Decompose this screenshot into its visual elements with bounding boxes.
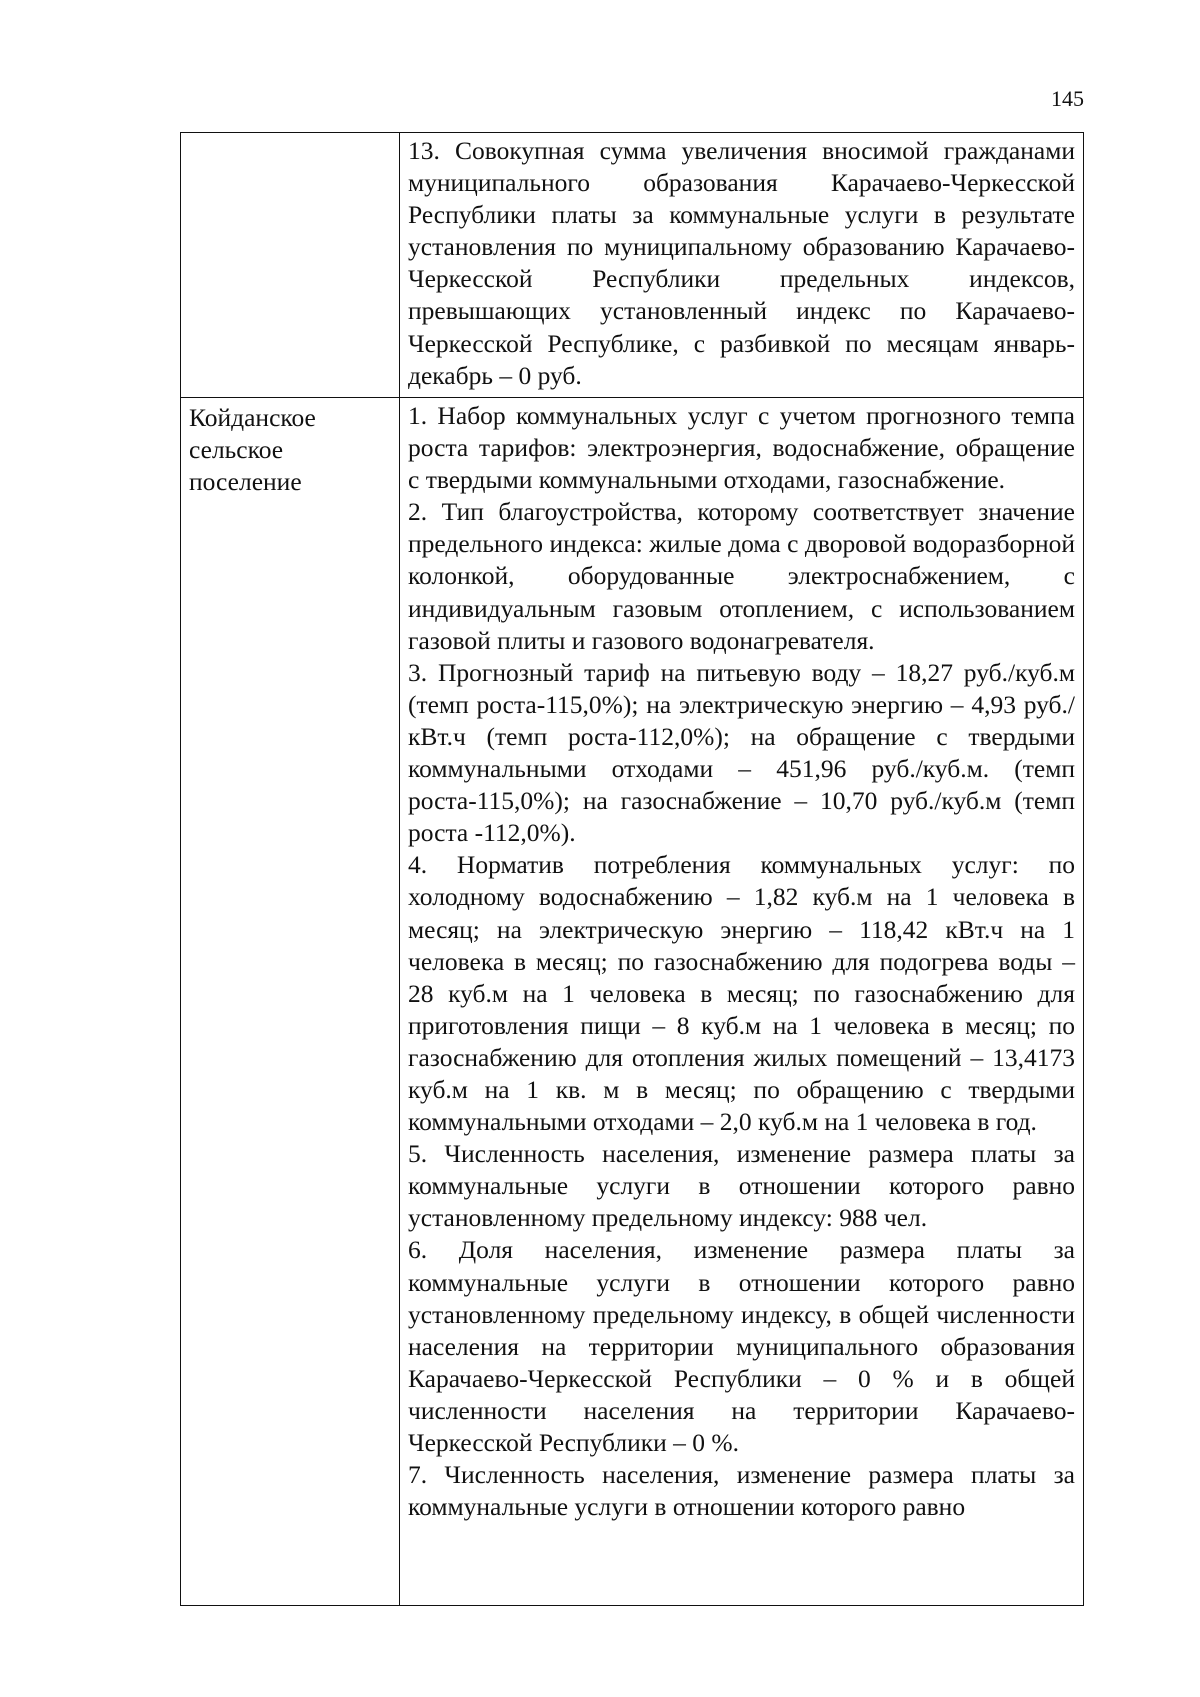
indicator-paragraph: 6. Доля населения, изменение размера платы за коммунальные услуги в отношении которого равно установленному предельному индексу, в общей численности населения на территории муниципального образования Карачаево-Черкесской Республики – 0 % и в общей численности населения на территории Карачаево-Черкесской Республики – 0 %. <box>408 1235 1075 1457</box>
indicator-paragraph: 13. Совокупная сумма увеличения вносимой гражданами муниципального образования Карачаево-Черкесской Республики платы за коммунальные услуги в результате установления по муниципальному образованию Карачаево-Черкесской Республики предельных индексов, превышающих установленный индекс по Карачаево-Черкесской Республике, с разбивкой по месяцам январь-декабрь – 0 руб. <box>408 136 1075 390</box>
table-row <box>181 398 1084 1606</box>
municipality-cell <box>181 398 400 1606</box>
municipality-name: Койданское сельское поселение <box>189 403 316 497</box>
indicator-paragraph: 7. Численность населения, изменение размера платы за коммунальные услуги в отношении которого равно <box>408 1460 1075 1522</box>
indicator-paragraph: 5. Численность населения, изменение размера платы за коммунальные услуги в отношении которого равно установленному предельному индексу: 988 чел. <box>408 1139 1075 1233</box>
indicators-cell <box>400 398 1084 1606</box>
page-number: 145 <box>1051 86 1084 111</box>
tariff-index-table <box>180 132 1084 1606</box>
municipality-name <box>181 133 399 137</box>
indicator-paragraph: 1. Набор коммунальных услуг с учетом прогнозного темпа роста тарифов: электроэнергия, водоснабжение, обращение с твердыми коммунальными отходами, газоснабжение. <box>408 401 1075 495</box>
indicator-paragraph: 3. Прогнозный тариф на питьевую воду – 18,27 руб./куб.м (темп роста-115,0%); на электрическую энергию – 4,93 руб./кВт.ч (темп роста-112,0%); на обращение с твердыми коммунальными отходами – 451,96 руб./куб.м. (темп роста-115,0%); на газоснабжение – 10,70 руб./куб.м (темп роста -112,0%). <box>408 657 1075 848</box>
indicators-cell <box>400 133 1084 398</box>
indicator-paragraph: 2. Тип благоустройства, которому соответствует значение предельного индекса: жилые дома с дворовой водоразборной колонкой, оборудованные электроснабжением, с индивидуальным газовым отоплением, с использованием газовой плиты и газового водонагревателя. <box>408 497 1075 655</box>
indicator-paragraph: 4. Норматив потребления коммунальных услуг: по холодному водоснабжению – 1,82 куб.м на 1 человека в месяц; на электрическую энергию – 118,42 кВт.ч на 1 человека в месяц; по газоснабжению для подогрева воды – 28 куб.м на 1 человека в месяц; по газоснабжению для приготовления пищи – 8 куб.м на 1 человека в месяц; по газоснабжению для отопления жилых помещений – 13,4173 куб.м на 1 кв. м в месяц; по обращению с твердыми коммунальными отходами – 2,0 куб.м на 1 человека в год. <box>408 850 1075 1137</box>
table-row <box>181 133 1084 398</box>
municipality-cell <box>181 133 400 398</box>
